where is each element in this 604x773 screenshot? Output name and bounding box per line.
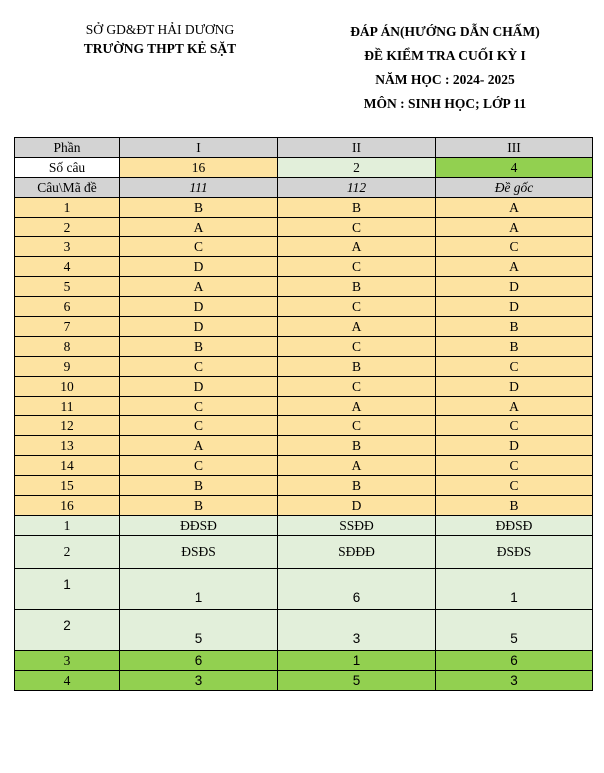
answer-cell: D [120, 376, 278, 396]
table-row [15, 416, 593, 436]
table-row [15, 297, 593, 317]
question-number: 3 [15, 237, 120, 257]
table-row [15, 535, 593, 568]
answer-cell: ĐSĐS [120, 535, 278, 568]
answer-cell: C [120, 356, 278, 376]
answer-cell: B [120, 496, 278, 516]
answer-cell: A [120, 436, 278, 456]
question-number: 4 [15, 257, 120, 277]
department-name: SỞ GD&ĐT HẢI DƯƠNG [85, 22, 235, 37]
part-1-count: 16 [120, 157, 278, 177]
question-number: 12 [15, 416, 120, 436]
answer-cell: A [278, 237, 436, 257]
answer-cell: C [120, 237, 278, 257]
answer-cell: 3 [436, 670, 593, 690]
answer-cell: B [278, 436, 436, 456]
answer-cell: B [120, 197, 278, 217]
question-number: 1 [15, 515, 120, 535]
answer-cell: 6 [436, 650, 593, 670]
code-original: Đề gốc [436, 177, 593, 197]
answer-cell: SSĐĐ [278, 515, 436, 535]
answer-cell: 6 [278, 568, 436, 609]
answer-cell: 1 [278, 650, 436, 670]
table-row [15, 650, 593, 670]
answer-cell: B [278, 476, 436, 496]
answer-cell: C [278, 257, 436, 277]
answer-cell: C [278, 376, 436, 396]
answer-cell: 1 [120, 568, 278, 609]
answer-cell: 5 [120, 609, 278, 650]
question-number: 9 [15, 356, 120, 376]
answer-key-table [14, 137, 593, 691]
exam-name: ĐỀ KIỂM TRA CUỐI KỲ I [364, 48, 526, 63]
question-number: 8 [15, 336, 120, 356]
answer-cell: A [436, 396, 593, 416]
answer-cell: A [278, 396, 436, 416]
answer-cell: C [436, 416, 593, 436]
answer-cell: A [120, 277, 278, 297]
answer-cell: D [436, 376, 593, 396]
answer-cell: 5 [436, 609, 593, 650]
answer-cell: C [278, 297, 436, 317]
answer-cell: B [436, 317, 593, 337]
table-row [15, 277, 593, 297]
question-number: 4 [15, 670, 120, 690]
answer-cell: D [120, 317, 278, 337]
question-number: 5 [15, 277, 120, 297]
answer-cell: D [436, 277, 593, 297]
answer-cell: D [436, 297, 593, 317]
code-111: 111 [120, 177, 278, 197]
part-2-count: 2 [278, 157, 436, 177]
answer-cell: C [436, 476, 593, 496]
table-row [15, 336, 593, 356]
answer-cell: B [278, 277, 436, 297]
table-row [15, 456, 593, 476]
question-number: 2 [15, 535, 120, 568]
answer-cell: A [436, 257, 593, 277]
part-1-header: I [120, 138, 278, 158]
code-112: 112 [278, 177, 436, 197]
answer-cell: ĐSĐS [436, 535, 593, 568]
question-number: 14 [15, 456, 120, 476]
answer-cell: 5 [278, 670, 436, 690]
answer-cell: C [120, 456, 278, 476]
count-label: Số câu [15, 157, 120, 177]
question-number: 6 [15, 297, 120, 317]
code-row [15, 177, 593, 197]
answer-cell: C [436, 456, 593, 476]
parts-row [15, 138, 593, 158]
answer-cell: D [120, 257, 278, 277]
answer-cell: C [120, 396, 278, 416]
answer-cell: B [436, 496, 593, 516]
question-number: 2 [15, 217, 120, 237]
table-row [15, 396, 593, 416]
answer-cell: 6 [120, 650, 278, 670]
table-row [15, 515, 593, 535]
answer-cell: D [436, 436, 593, 456]
document-title: ĐÁP ÁN(HƯỚNG DẪN CHẤM) [350, 24, 540, 39]
answer-cell: C [278, 217, 436, 237]
answer-cell: SĐĐĐ [278, 535, 436, 568]
table-row [15, 217, 593, 237]
question-number: 2 [15, 609, 120, 650]
school-name: TRƯỜNG THPT KẺ SẶT [83, 41, 237, 56]
count-row [15, 157, 593, 177]
question-number: 1 [15, 568, 120, 609]
school-year: NĂM HỌC : 2024- 2025 [375, 72, 515, 87]
document-title-block [300, 20, 590, 116]
table-row [15, 356, 593, 376]
part-3-count: 4 [436, 157, 593, 177]
question-number: 7 [15, 317, 120, 337]
table-row [15, 237, 593, 257]
subject-grade: MÔN : SINH HỌC; LỚP 11 [363, 96, 527, 111]
answer-cell: A [120, 217, 278, 237]
question-number: 1 [15, 197, 120, 217]
question-number: 15 [15, 476, 120, 496]
answer-cell: C [278, 416, 436, 436]
answer-cell: B [278, 356, 436, 376]
table-row [15, 197, 593, 217]
part-2-header: II [278, 138, 436, 158]
part-3-header: III [436, 138, 593, 158]
answer-cell: 3 [120, 670, 278, 690]
question-number: 16 [15, 496, 120, 516]
question-number: 3 [15, 650, 120, 670]
answer-cell: D [120, 297, 278, 317]
question-number: 13 [15, 436, 120, 456]
answer-cell: C [436, 356, 593, 376]
code-label: Câu\Mã đề [15, 177, 120, 197]
question-number: 10 [15, 376, 120, 396]
table-row [15, 609, 593, 650]
answer-cell: A [278, 317, 436, 337]
answer-cell: ĐĐSĐ [436, 515, 593, 535]
answer-cell: B [436, 336, 593, 356]
answer-cell: A [436, 197, 593, 217]
table-row [15, 670, 593, 690]
parts-label: Phần [15, 138, 120, 158]
table-row [15, 257, 593, 277]
answer-cell: 3 [278, 609, 436, 650]
school-header [30, 20, 290, 58]
question-number: 11 [15, 396, 120, 416]
table-row [15, 496, 593, 516]
answer-cell: C [436, 237, 593, 257]
answer-cell: D [278, 496, 436, 516]
answer-cell: B [278, 197, 436, 217]
table-row [15, 568, 593, 609]
answer-cell: B [120, 476, 278, 496]
answer-cell: B [120, 336, 278, 356]
answer-cell: C [120, 416, 278, 436]
table-row [15, 476, 593, 496]
table-row [15, 317, 593, 337]
answer-cell: ĐĐSĐ [120, 515, 278, 535]
answer-cell: C [278, 336, 436, 356]
answer-cell: 1 [436, 568, 593, 609]
answer-cell: A [436, 217, 593, 237]
answer-cell: A [278, 456, 436, 476]
table-row [15, 376, 593, 396]
table-row [15, 436, 593, 456]
